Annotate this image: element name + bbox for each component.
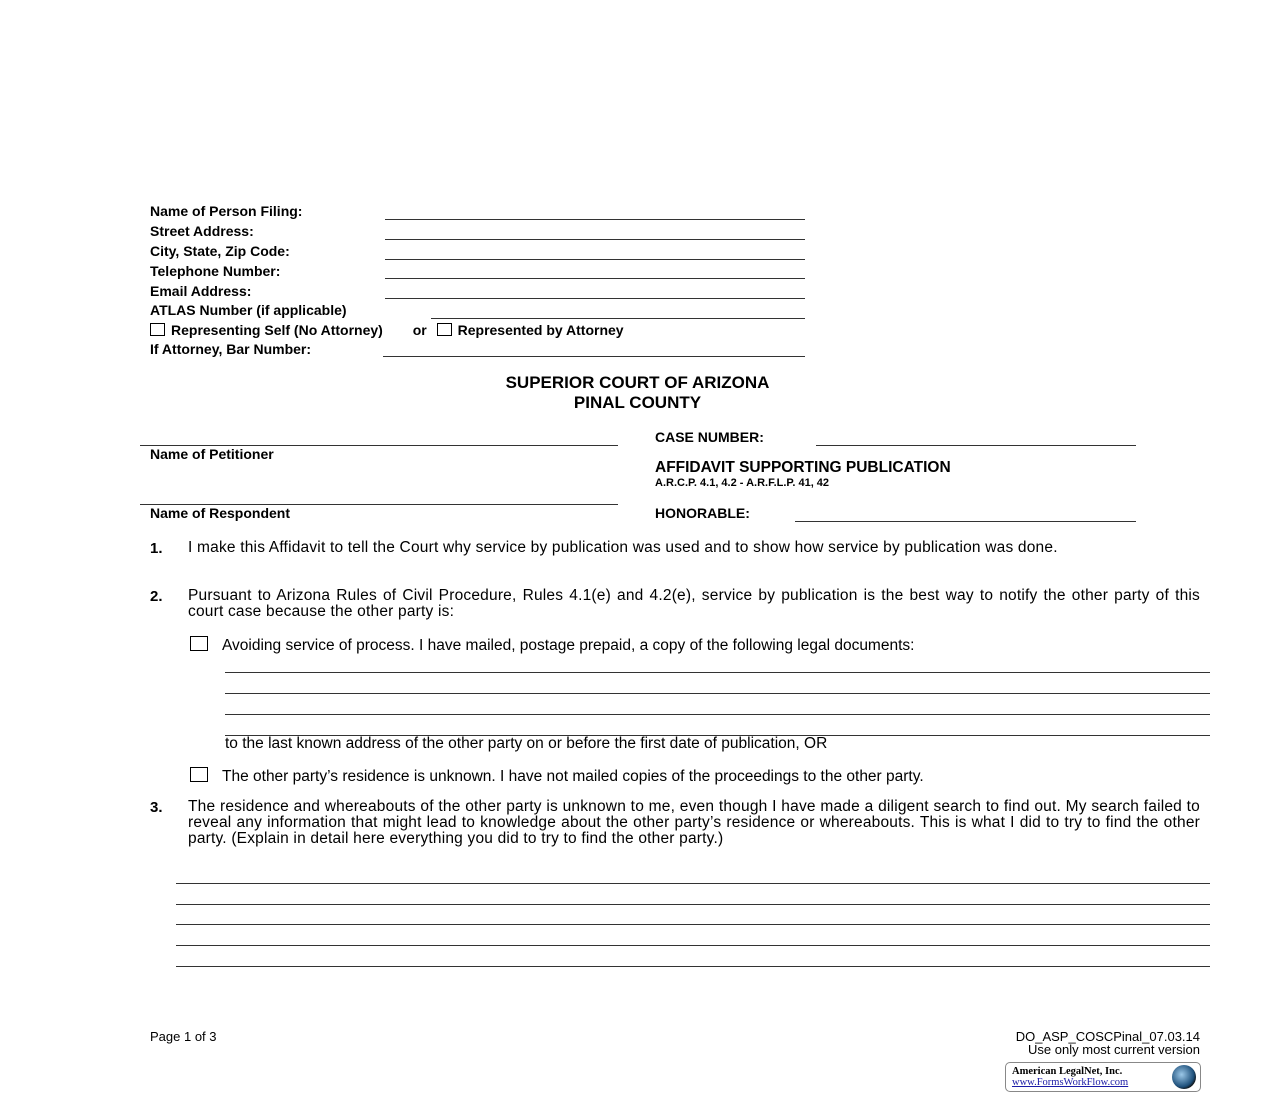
label-name-filing: Name of Person Filing:	[150, 203, 303, 219]
label-bar-number: If Attorney, Bar Number:	[150, 341, 312, 357]
globe-icon	[1172, 1065, 1196, 1089]
field-telephone[interactable]	[385, 278, 805, 279]
americanlegalnet-logo[interactable]	[1005, 1062, 1201, 1092]
explain-line-3[interactable]	[176, 924, 1210, 925]
form-id: DO_ASP_COSCPinal_07.03.14	[1015, 1029, 1200, 1044]
field-city[interactable]	[385, 259, 805, 260]
documents-line-1[interactable]	[225, 672, 1210, 673]
item-1-text: I make this Affidavit to tell the Court why service by publication was used and to show how service by publication was done.	[188, 539, 1058, 556]
option-avoiding-label: Avoiding service of process. I have mailed, postage prepaid, a copy of the following legal documents:	[222, 637, 915, 654]
item-1-number: 1.	[150, 540, 163, 557]
rules-reference: A.R.C.P. 4.1, 4.2 - A.R.F.L.P. 41, 42	[655, 477, 830, 489]
label-street: Street Address:	[150, 223, 254, 239]
option-avoiding-continuation: to the last known address of the other party on or before the first date of publication, OR	[225, 735, 828, 752]
field-email[interactable]	[385, 298, 805, 299]
county-name: PINAL COUNTY	[573, 393, 702, 412]
label-case-number: CASE NUMBER:	[655, 429, 764, 445]
label-atlas: ATLAS Number (if applicable)	[150, 302, 347, 318]
self-label: Representing Self (No Attorney)	[171, 322, 383, 338]
item-3-text: The residence and whereabouts of the other party is unknown to me, even though I have made a diligent search to find out. My search failed to reveal any information that might lead to knowledge about the other party’s residence or whereabouts. This is what I did to try to find the other party. (Explain in detail here everything you did to try to find the other party.)	[188, 798, 1200, 847]
document-title: AFFIDAVIT SUPPORTING PUBLICATION	[655, 459, 951, 476]
page-number: Page 1 of 3	[150, 1029, 217, 1044]
explain-line-5[interactable]	[176, 966, 1210, 967]
checkbox-self[interactable]	[150, 323, 165, 336]
documents-line-2[interactable]	[225, 693, 1210, 694]
attorney-label: Represented by Attorney	[457, 322, 624, 338]
field-atlas[interactable]	[431, 318, 805, 319]
label-petitioner: Name of Petitioner	[150, 446, 274, 462]
or-label: or	[412, 322, 427, 338]
version-notice: Use only most current version	[1028, 1042, 1200, 1057]
logo-company: American LegalNet, Inc.	[1012, 1066, 1123, 1077]
label-respondent: Name of Respondent	[150, 505, 291, 521]
option-unknown	[190, 767, 924, 786]
label-telephone: Telephone Number:	[150, 263, 281, 279]
explain-line-4[interactable]	[176, 945, 1210, 946]
label-city: City, State, Zip Code:	[150, 243, 290, 259]
checkbox-unknown[interactable]	[190, 767, 208, 782]
option-unknown-label: The other party’s residence is unknown. I have not mailed copies of the proceedings to the other party.	[222, 768, 924, 785]
explain-line-1[interactable]	[176, 883, 1210, 884]
field-honorable[interactable]	[795, 521, 1136, 522]
checkbox-attorney[interactable]	[437, 323, 452, 336]
label-honorable: HONORABLE:	[655, 505, 750, 521]
checkbox-avoiding[interactable]	[190, 636, 208, 651]
representation-row	[150, 322, 624, 338]
label-email: Email Address:	[150, 283, 252, 299]
option-avoiding	[190, 636, 914, 655]
field-name-filing[interactable]	[385, 219, 805, 220]
item-2-text: Pursuant to Arizona Rules of Civil Procedure, Rules 4.1(e) and 4.2(e), service by publication is the best way to notify the other party of this court case because the other party is:	[188, 587, 1200, 620]
documents-line-3[interactable]	[225, 714, 1210, 715]
item-3-number: 3.	[150, 799, 163, 816]
explain-line-2[interactable]	[176, 904, 1210, 905]
field-street[interactable]	[385, 239, 805, 240]
field-case-number[interactable]	[816, 445, 1136, 446]
court-name: SUPERIOR COURT OF ARIZONA	[505, 373, 770, 392]
field-bar-number[interactable]	[383, 356, 805, 357]
logo-url[interactable]: www.FormsWorkFlow.com	[1012, 1077, 1129, 1088]
item-2-number: 2.	[150, 588, 163, 605]
